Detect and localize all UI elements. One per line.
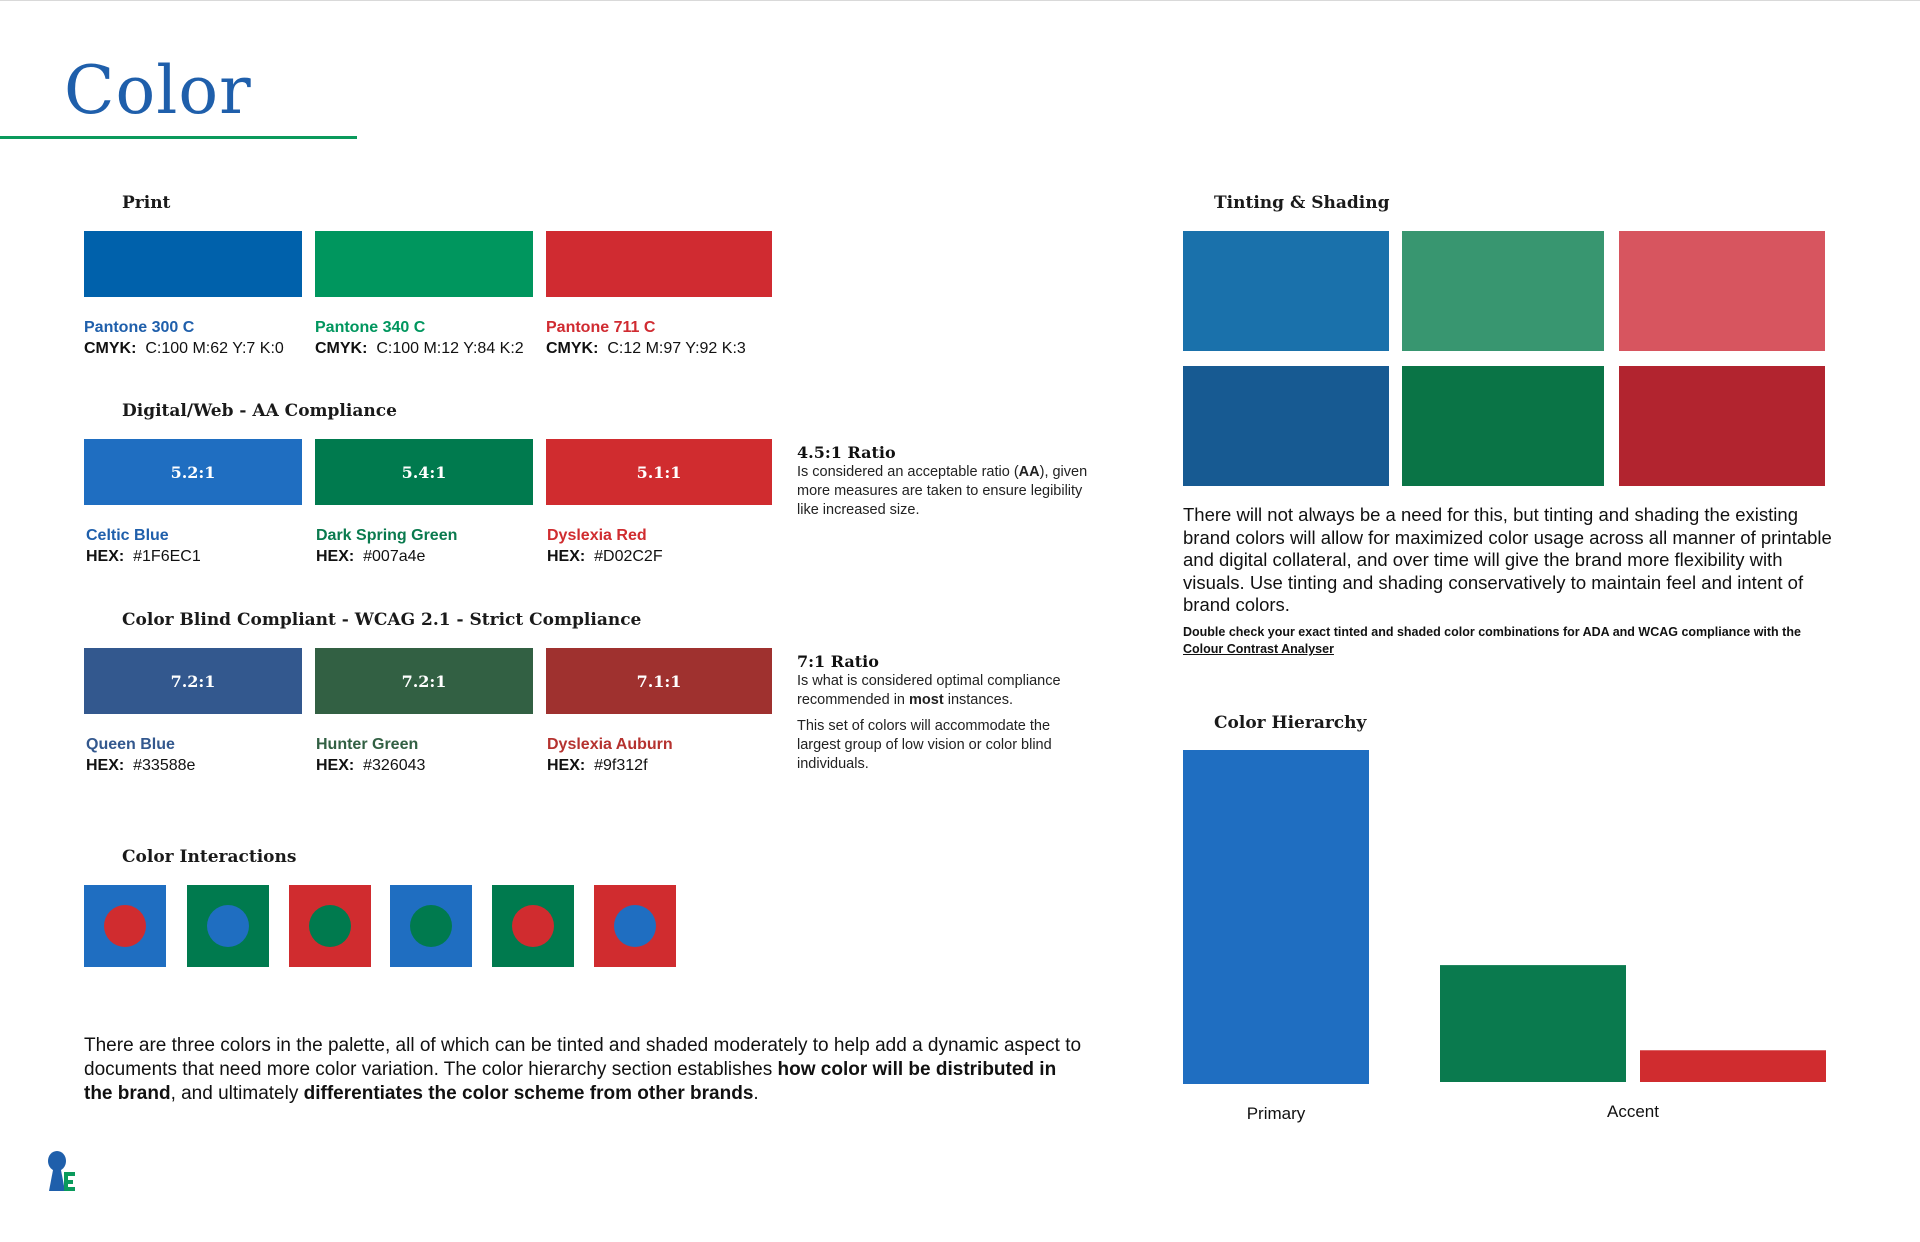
print-cmyk-red: CMYK: C:12 M:97 Y:92 K:3 (546, 340, 746, 357)
print-swatch-blue (84, 231, 302, 297)
interaction-red-green (289, 885, 371, 967)
digital-name-dark-spring-green: Dark Spring Green (316, 527, 458, 544)
interaction-dot (410, 905, 452, 947)
top-divider (0, 0, 1920, 1)
digital-name-dyslexia-red: Dyslexia Red (547, 527, 647, 544)
colorblind-name-dyslexia-auburn: Dyslexia Auburn (547, 736, 673, 753)
colorblind-hex-hunter-green: HEX: #326043 (316, 757, 426, 774)
shade-blue (1183, 366, 1389, 486)
tint-green (1402, 231, 1604, 351)
colorblind-name-queen-blue: Queen Blue (86, 736, 175, 753)
interaction-green-blue (187, 885, 269, 967)
digital-swatch-dark-spring-green: 5.4:1 (315, 439, 533, 505)
colorblind-heading: Color Blind Compliant - WCAG 2.1 - Strict Compliance (122, 610, 642, 630)
print-cmyk-green: CMYK: C:100 M:12 Y:84 K:2 (315, 340, 524, 357)
interaction-dot (207, 905, 249, 947)
tinting-heading: Tinting & Shading (1214, 193, 1390, 213)
bar-label-accent: Accent (1607, 1102, 1659, 1121)
print-swatch-red (546, 231, 772, 297)
print-swatch-green (315, 231, 533, 297)
digital-hex-dark-spring-green: HEX: #007a4e (316, 548, 426, 565)
bar-label-primary: Primary (1246, 1104, 1306, 1123)
colorblind-name-hunter-green: Hunter Green (316, 736, 419, 753)
print-name-red: Pantone 711 C (546, 319, 656, 336)
digital-swatch-celtic-blue: 5.2:1 (84, 439, 302, 505)
title-underline (0, 136, 357, 139)
colorblind-hex-queen-blue: HEX: #33588e (86, 757, 196, 774)
colorblind-swatch-hunter-green: 7.2:1 (315, 648, 533, 714)
aa-note-title: 4.5:1 Ratio (797, 443, 896, 462)
colorblind-swatch-dyslexia-auburn: 7.1:1 (546, 648, 772, 714)
bar-accent-green (1440, 965, 1626, 1082)
interaction-dot (512, 905, 554, 947)
digital-hex-celtic-blue: HEX: #1F6EC1 (86, 548, 201, 565)
colorblind-swatch-queen-blue: 7.2:1 (84, 648, 302, 714)
print-heading: Print (122, 193, 171, 213)
tint-blue (1183, 231, 1389, 351)
aaa-note-extra: This set of colors will accommodate the largest group of low vision or color blind individuals. (797, 718, 1052, 772)
shade-green (1402, 366, 1604, 486)
shade-red (1619, 366, 1825, 486)
interaction-green-red (492, 885, 574, 967)
digital-hex-dyslexia-red: HEX: #D02C2F (547, 548, 663, 565)
interaction-dot (104, 905, 146, 947)
print-name-blue: Pantone 300 C (84, 319, 195, 336)
bar-accent-red (1640, 1050, 1826, 1082)
aaa-note-title: 7:1 Ratio (797, 652, 879, 671)
page-title: Color (64, 52, 252, 129)
hierarchy-chart (1183, 750, 1833, 1140)
interactions-heading: Color Interactions (122, 847, 297, 867)
print-cmyk-blue: CMYK: C:100 M:62 Y:7 K:0 (84, 340, 284, 357)
aaa-note-text: Is what is considered optimal compliance recommended in most instances. (797, 673, 1061, 708)
intro-paragraph: There are three colors in the palette, all of which can be tinted and shaded moderately to help add a dynamic aspect to documents that need more color variation. The color hierarchy section establishes how color will be distributed in the brand, and ultimately differentiates the color scheme from other brands. (84, 1035, 1082, 1104)
bar-primary-blue (1183, 750, 1369, 1084)
hierarchy-heading: Color Hierarchy (1214, 713, 1367, 733)
tinting-compliance-note: Double check your exact tinted and shaded color combinations for ADA and WCAG compliance with the Colour Contrast Analyser (1183, 625, 1801, 656)
tint-red (1619, 231, 1825, 351)
interaction-dot (309, 905, 351, 947)
tinting-paragraph: There will not always be a need for this, but tinting and shading the existing brand colors will allow for maximized color usage across all manner of printable and digital collateral, and over time will give the brand more flexibility with visuals. Use tinting and shading conservatively to maintain feel and intent of brand colors. (1183, 504, 1832, 615)
digital-heading: Digital/Web - AA Compliance (122, 401, 397, 421)
digital-name-celtic-blue: Celtic Blue (86, 527, 169, 544)
interaction-blue-red (84, 885, 166, 967)
colorblind-hex-dyslexia-auburn: HEX: #9f312f (547, 757, 648, 774)
print-name-green: Pantone 340 C (315, 319, 426, 336)
interaction-red-blue (594, 885, 676, 967)
colour-contrast-analyser-link[interactable]: Colour Contrast Analyser (1183, 642, 1334, 656)
brand-logo (44, 1150, 80, 1192)
digital-swatch-dyslexia-red: 5.1:1 (546, 439, 772, 505)
interaction-blue-green (390, 885, 472, 967)
aa-note-text: Is considered an acceptable ratio (AA), given more measures are taken to ensure legibility like increased size. (797, 464, 1088, 518)
interaction-dot (614, 905, 656, 947)
